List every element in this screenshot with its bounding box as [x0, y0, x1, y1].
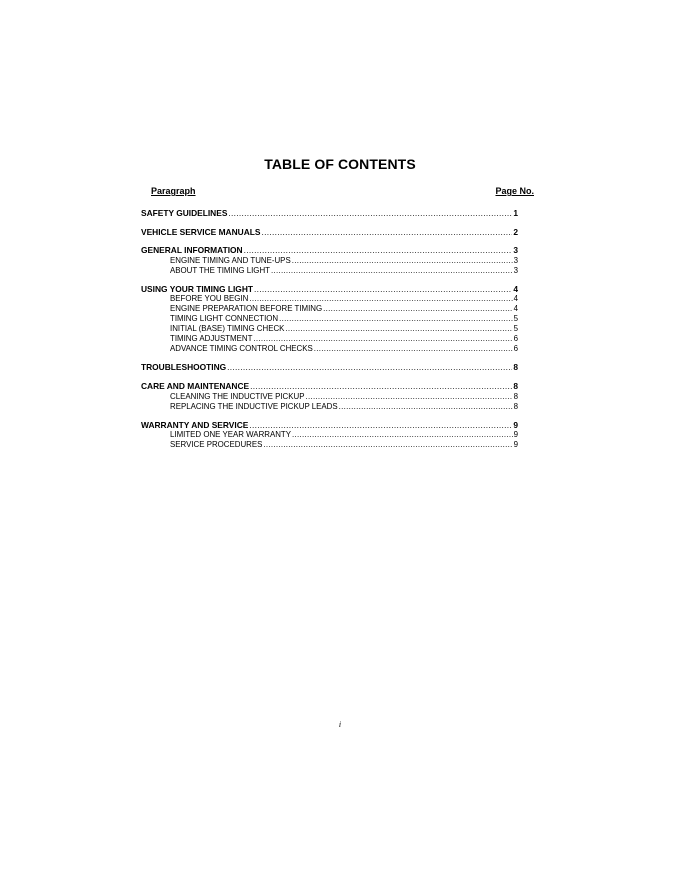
toc-section-entry-label: GENERAL INFORMATION — [141, 245, 243, 256]
dot-leader — [292, 256, 513, 266]
table-of-contents — [141, 208, 518, 458]
page-title: TABLE OF CONTENTS — [264, 156, 416, 172]
toc-subsection-entry-page-number: 5 — [513, 324, 518, 334]
dot-leader — [292, 430, 513, 440]
toc-subsection-entry-page-number: 3 — [513, 255, 518, 265]
dot-leader — [228, 208, 512, 219]
toc-subsection-entry-label: BEFORE YOU BEGIN — [170, 294, 249, 304]
toc-section-entry-page-number: 8 — [513, 362, 518, 373]
toc-subsection-entry-label: CLEANING THE INDUCTIVE PICKUP — [170, 391, 305, 401]
dot-leader — [249, 420, 512, 431]
toc-subsection-entry-label: SERVICE PROCEDURES — [170, 440, 263, 450]
toc-section — [141, 245, 518, 276]
toc-subsection-entry-page-number: 6 — [513, 334, 518, 344]
toc-subsection-entry[interactable] — [141, 266, 518, 276]
toc-section-entry[interactable] — [141, 381, 518, 392]
toc-subsection-entry[interactable] — [141, 304, 518, 314]
toc-section-entry[interactable] — [141, 227, 518, 238]
toc-subsection-entry-label: ENGINE PREPARATION BEFORE TIMING — [170, 304, 323, 314]
toc-subsection-entry[interactable] — [141, 440, 518, 450]
dot-leader — [253, 334, 512, 344]
toc-subsection-entry-page-number: 3 — [513, 265, 518, 275]
toc-section-entry[interactable] — [141, 362, 518, 373]
toc-section-entry-label: CARE AND MAINTENANCE — [141, 380, 250, 391]
toc-subsection-entry[interactable] — [141, 314, 518, 324]
toc-section — [141, 284, 518, 355]
dot-leader — [227, 362, 512, 373]
toc-subsection-entry[interactable] — [141, 334, 518, 344]
toc-section-entry-page-number: 1 — [513, 208, 518, 218]
page-footer-number: i — [338, 720, 342, 729]
toc-section — [141, 208, 518, 219]
dot-leader — [314, 344, 513, 354]
toc-section — [141, 362, 518, 373]
toc-subsection-entry-label: LIMITED ONE YEAR WARRANTY — [170, 430, 292, 440]
toc-subsection-entry-page-number: 8 — [513, 401, 518, 411]
toc-subsection-entry-label: INITIAL (BASE) TIMING CHECK — [170, 324, 285, 334]
paragraph-column-header: Paragraph — [151, 186, 196, 196]
toc-section-entry-page-number: 8 — [513, 380, 518, 391]
dot-leader — [249, 294, 512, 304]
dot-leader — [323, 304, 512, 314]
toc-subsection-entry-label: TIMING LIGHT CONNECTION — [170, 314, 279, 324]
toc-section-entry-label: VEHICLE SERVICE MANUALS — [141, 226, 261, 237]
toc-section-entry[interactable] — [141, 420, 518, 431]
toc-subsection-entry-page-number: 4 — [513, 304, 518, 314]
toc-subsection-entry-page-number: 9 — [513, 440, 518, 450]
dot-leader — [305, 392, 512, 402]
dot-leader — [285, 324, 512, 334]
toc-subsection-entry[interactable] — [141, 256, 518, 266]
toc-section-entry-label: TROUBLESHOOTING — [141, 362, 227, 373]
toc-section — [141, 420, 518, 451]
toc-subsection-entry-page-number: 5 — [513, 314, 518, 324]
toc-subsection-entry-page-number: 8 — [513, 391, 518, 401]
dot-leader — [271, 266, 513, 276]
toc-subsection-entry-label: REPLACING THE INDUCTIVE PICKUP LEADS — [170, 401, 338, 411]
toc-section — [141, 227, 518, 238]
toc-subsection-entry-page-number: 6 — [513, 344, 518, 354]
toc-section-entry-label: USING YOUR TIMING LIGHT — [141, 283, 253, 294]
toc-section-entry-page-number: 2 — [513, 226, 518, 237]
page-number-column-header: Page No. — [495, 186, 534, 196]
toc-section-entry[interactable] — [141, 284, 518, 295]
toc-subsection-entry-label: TIMING ADJUSTMENT — [170, 334, 253, 344]
toc-section-entry[interactable] — [141, 208, 518, 219]
dot-leader — [254, 284, 512, 295]
toc-subsection-entry[interactable] — [141, 344, 518, 354]
toc-subsection-entry[interactable] — [141, 294, 518, 304]
toc-subsection-entry-page-number: 4 — [513, 294, 518, 304]
toc-subsection-entry[interactable] — [141, 392, 518, 402]
toc-section-entry-page-number: 4 — [513, 283, 518, 294]
toc-section-entry-label: SAFETY GUIDELINES — [141, 208, 228, 218]
toc-section — [141, 381, 518, 412]
dot-leader — [339, 402, 513, 412]
toc-subsection-entry[interactable] — [141, 430, 518, 440]
toc-subsection-entry[interactable] — [141, 324, 518, 334]
toc-section-entry[interactable] — [141, 245, 518, 256]
toc-section-entry-page-number: 9 — [513, 419, 518, 430]
dot-leader — [263, 440, 512, 450]
dot-leader — [261, 227, 512, 238]
toc-subsection-entry[interactable] — [141, 402, 518, 412]
toc-section-entry-label: WARRANTY AND SERVICE — [141, 419, 249, 430]
toc-subsection-entry-label: ABOUT THE TIMING LIGHT — [170, 265, 270, 275]
toc-subsection-entry-label: ADVANCE TIMING CONTROL CHECKS — [170, 344, 313, 354]
toc-section-entry-page-number: 3 — [513, 245, 518, 256]
toc-subsection-entry-label: ENGINE TIMING AND TUNE-UPS — [170, 255, 291, 265]
dot-leader — [244, 245, 513, 256]
dot-leader — [279, 314, 512, 324]
dot-leader — [250, 381, 512, 392]
toc-subsection-entry-page-number: 9 — [513, 430, 518, 440]
